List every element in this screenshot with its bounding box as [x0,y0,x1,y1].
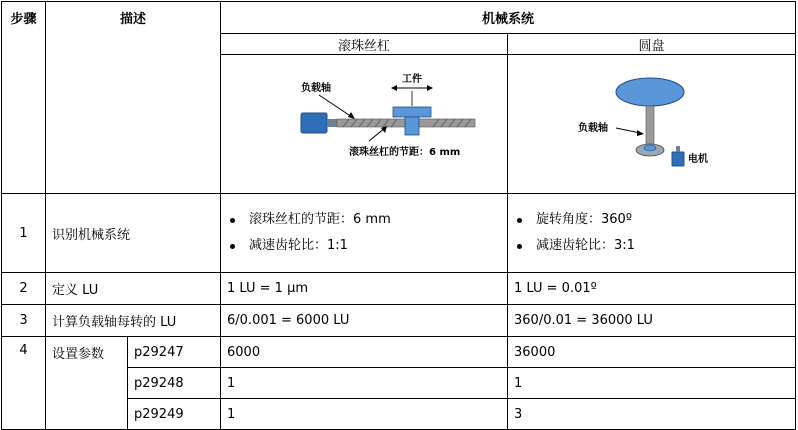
disk-load-axis-arrow [616,128,640,133]
workpiece-icon [393,107,431,117]
step-number: 3 [2,305,46,337]
table-row [2,273,796,305]
ballscrew-cell: 1 [221,368,508,399]
step-description: 设置参数 [46,337,128,430]
motor-icon [672,152,684,166]
disk-shaft [646,106,654,150]
table-row [2,305,796,337]
table-row [2,337,796,368]
header-step: 步骤 [2,2,46,194]
step-description: 定义 LU [46,273,221,305]
ballscrew-cell: 1 [221,399,508,430]
ballscrew-cell [221,194,508,273]
ballscrew-cell: 6000 [221,337,508,368]
disk-bullets [514,207,789,259]
list-item: 减速齿轮比：1:1 [227,233,501,259]
list-item: 减速齿轮比：3:1 [514,233,789,259]
motor-icon [301,113,327,133]
subheader-ballscrew: 滚珠丝杠 [221,34,508,55]
disk-cell [508,194,796,273]
header-mechanical-system: 机械系统 [221,2,796,34]
load-axis-label: 负载轴 [301,83,332,94]
pitch-label: 滚珠丝杠的节距：6 mm [349,147,461,158]
list-item: 旋转角度：360º [514,207,789,233]
disk-cell: 36000 [508,337,796,368]
disk-diagram [508,55,796,189]
header-row [2,2,796,34]
step-description: 计算负载轴每转的 LU [46,305,221,337]
disk-icon [616,78,684,106]
subheader-disk: 圆盘 [508,34,796,55]
ballscrew-diagram [221,55,508,189]
ballscrew-cell: 1 LU = 1 µm [221,273,508,305]
ballscrew-bullets [227,207,501,259]
step-description: 识别机械系统 [46,194,221,273]
ballscrew-diagram-cell [221,55,508,194]
nut-icon [405,117,419,135]
list-item: 滚珠丝杠的节距：6 mm [227,207,501,233]
parameter-name: p29247 [128,337,221,368]
disk-cell: 1 [508,368,796,399]
mechanical-system-table [1,1,796,430]
step-number: 4 [2,337,46,430]
workpiece-label: 工件 [402,74,423,85]
parameter-name: p29248 [128,368,221,399]
step-number: 1 [2,194,46,273]
ballscrew-cell: 6/0.001 = 6000 LU [221,305,508,337]
parameter-name: p29249 [128,399,221,430]
disk-load-axis-label: 负载轴 [578,123,609,134]
table-row [2,194,796,273]
coupling-icon [327,119,337,127]
disk-cell: 360/0.01 = 36000 LU [508,305,796,337]
motor-label: 电机 [688,154,709,165]
disk-cell: 3 [508,399,796,430]
step-number: 2 [2,273,46,305]
disk-diagram-cell [508,55,796,194]
header-description: 描述 [46,2,221,194]
disk-cell: 1 LU = 0.01º [508,273,796,305]
